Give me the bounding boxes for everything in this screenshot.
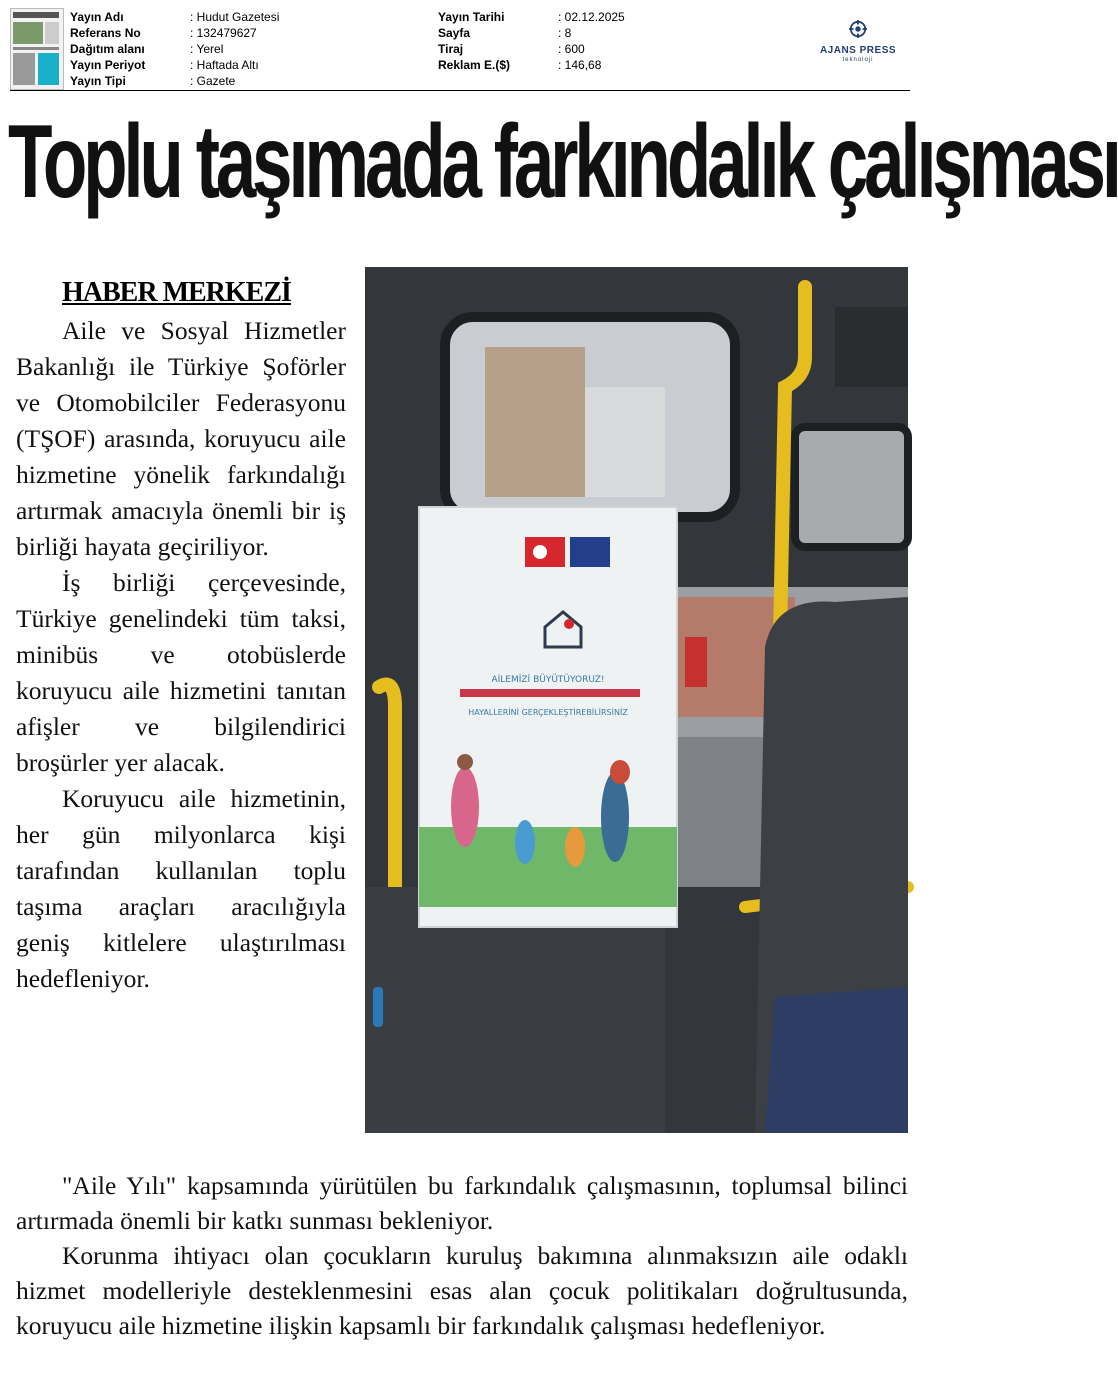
meta-value: : 146,68 xyxy=(558,58,602,72)
header-divider xyxy=(10,90,910,91)
meta-label: Dağıtım alanı xyxy=(70,42,145,56)
meta-label: Sayfa xyxy=(438,26,471,40)
article-headline: Toplu taşımada farkındalık çalışması xyxy=(8,104,1118,220)
meta-value: : 132479627 xyxy=(190,26,257,40)
meta-label: Referans No xyxy=(70,26,141,40)
bus-interior-illustration xyxy=(365,267,908,1133)
page-thumbnail[interactable] xyxy=(10,8,64,90)
logo-brand: AJANS PRESS xyxy=(819,45,897,56)
article-wide-text xyxy=(16,1168,908,1343)
article-photo[interactable] xyxy=(365,267,908,1133)
meta-label: Yayın Tarihi xyxy=(438,10,505,24)
meta-label: Reklam E.($) xyxy=(438,58,511,72)
meta-value: : Yerel xyxy=(190,42,224,56)
meta-value: : Hudut Gazetesi xyxy=(190,10,280,24)
meta-label: Tiraj xyxy=(438,42,464,56)
meta-label: Yayın Tipi xyxy=(70,74,126,88)
publication-meta-left xyxy=(70,9,279,89)
article-byline: HABER MERKEZİ xyxy=(62,277,291,308)
poster-line1: AİLEMİZİ BÜYÜTÜYORUZ! xyxy=(491,675,605,685)
logo-sub: teknoloji xyxy=(842,57,874,63)
publication-meta-right xyxy=(438,9,625,73)
meta-label: Yayın Adı xyxy=(70,10,124,24)
headline-box xyxy=(8,94,1118,230)
article-paragraph: Aile ve Sosyal Hizmetler Bakanlığı ile Türkiye Şoförler ve Otomobilciler Federasyonu (TŞOF) arasında, koruyucu aile hizmetine yönelik farkındalığı artırmak amacıyla önemli bir iş birliği hayata geçiriliyor. xyxy=(16,316,346,561)
meta-value: : Haftada Altı xyxy=(190,58,259,72)
meta-value: : 02.12.2025 xyxy=(558,10,625,24)
ajans-press-logo xyxy=(808,20,908,63)
meta-value: : 600 xyxy=(558,42,585,56)
article-paragraph: "Aile Yılı" kapsamında yürütülen bu farkındalık çalışmasının, toplumsal bilinci artırmada önemli bir katkı sunması bekleniyor. xyxy=(16,1171,908,1235)
meta-label: Yayın Periyot xyxy=(70,58,146,72)
meta-value: : Gazete xyxy=(190,74,236,88)
meta-value: : 8 xyxy=(558,26,572,40)
article-paragraph: Koruyucu aile hizmetinin, her gün milyonlarca kişi tarafından kullanılan toplu taşıma araçları aracılığıyla geniş kitlelere ulaştırılması hedefleniyor. xyxy=(16,784,346,993)
poster xyxy=(419,507,677,927)
article-paragraph: Korunma ihtiyacı olan çocukların kuruluş bakımına alınmaksızın aile odaklı hizmet modelleriyle desteklenmesini esas alan çocuk politikaları doğrultusunda, koruyucu aile hizmetine ilişkin kapsamlı bir farkındalık çalışması hedefleniyor. xyxy=(16,1241,908,1340)
compass-icon xyxy=(849,20,867,38)
poster-line2: HAYALLERİNİ GERÇEKLEŞTİREBİLİRSİNİZ xyxy=(468,708,628,717)
article-paragraph: İş birliği çerçevesinde, Türkiye genelindeki tüm taksi, minibüs ve otobüslerde koruyucu aile hizmetini tanıtan afişler ve bilgilendirici broşürler yer alacak. xyxy=(16,568,346,777)
article-column xyxy=(16,313,346,997)
